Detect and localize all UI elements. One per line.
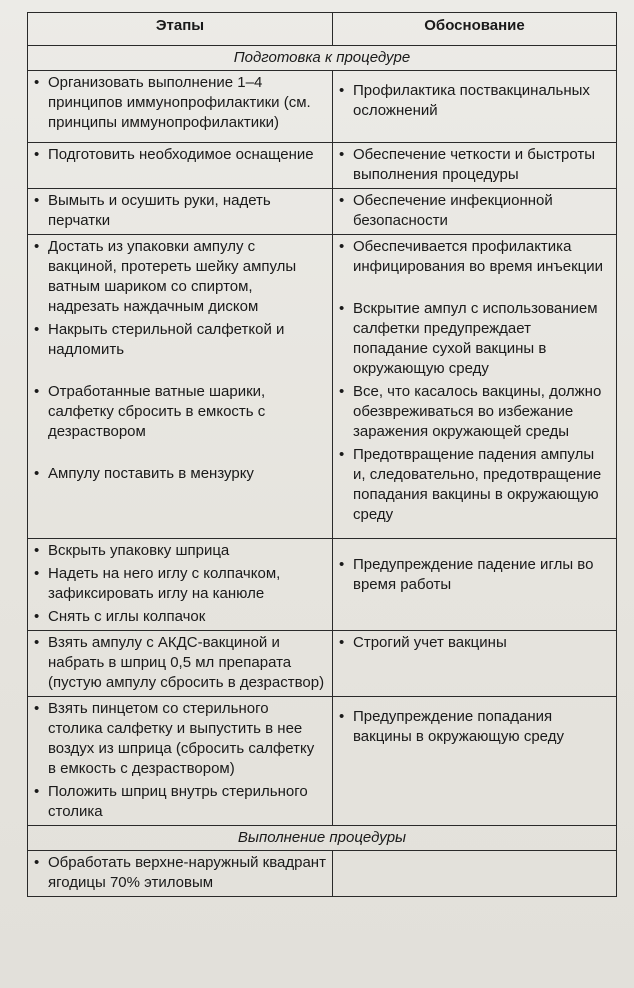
reason-cell [333, 235, 617, 539]
steps-cell [28, 539, 333, 631]
bullet: • [34, 854, 40, 871]
list-item [36, 607, 326, 627]
bullet: • [34, 700, 40, 717]
bullet: • [339, 634, 345, 651]
bullet: • [339, 146, 345, 163]
bullet: • [339, 192, 345, 209]
bullet: • [339, 383, 345, 400]
steps-cell [28, 71, 333, 143]
section-title-preparation: Подготовка к процедуре [28, 46, 617, 71]
steps-cell [28, 851, 333, 897]
reason-cell [333, 143, 617, 189]
list-item [341, 707, 610, 747]
reason-text: Все, что касалось вакцины, должно обезвреживаться во избежание заражения окружающей среды [353, 383, 602, 440]
reason-cell [333, 851, 617, 897]
reason-text: Обеспечивается профилактика инфицирования во время инъекции [353, 238, 603, 275]
table-row [28, 697, 617, 826]
table-row [28, 851, 617, 897]
bullet: • [339, 82, 345, 99]
reason-cell [333, 71, 617, 143]
list-item [36, 145, 326, 165]
procedure-table [27, 12, 617, 897]
bullet: • [34, 192, 40, 209]
bullet: • [339, 708, 345, 725]
list-item [36, 464, 326, 484]
list-item [341, 299, 610, 379]
bullet: • [34, 383, 40, 400]
list-item [36, 320, 326, 360]
reason-cell [333, 539, 617, 631]
step-text: Взять пинцетом со стерильного столика салфетку и выпустить в нее воздух из шприца (сбросить салфетку в емкость с дезраствором) [48, 700, 315, 777]
reason-cell [333, 189, 617, 235]
step-text: Отработанные ватные шарики, салфетку сбросить в емкость с дезраствором [48, 383, 266, 440]
bullet: • [34, 146, 40, 163]
bullet: • [34, 238, 40, 255]
list-item [36, 633, 326, 693]
table-row [28, 143, 617, 189]
reason-text: Строгий учет вакцины [353, 634, 507, 651]
step-text: Обработать верхне-наружный квадрант ягодицы 70% этиловым [48, 854, 326, 891]
step-text: Организовать выполнение 1–4 принципов иммунопрофилактики (см. принципы иммунопрофилактики) [48, 74, 311, 131]
step-text: Снять с иглы колпачок [48, 608, 206, 625]
list-item [341, 237, 610, 277]
table-row [28, 189, 617, 235]
reason-cell [333, 631, 617, 697]
list-item [341, 81, 610, 121]
step-text: Накрыть стерильной салфеткой и надломить [48, 321, 285, 358]
step-text: Вскрыть упаковку шприца [48, 542, 230, 559]
bullet: • [34, 565, 40, 582]
reason-text: Профилактика поствакцинальных осложнений [353, 82, 590, 119]
list-item [36, 541, 326, 561]
list-item [36, 782, 326, 822]
list-item [36, 382, 326, 442]
step-text: Ампулу поставить в мензурку [48, 465, 254, 482]
reason-text: Обеспечение инфекционной безопасности [353, 192, 553, 229]
steps-cell [28, 235, 333, 539]
list-item [36, 191, 326, 231]
bullet: • [34, 465, 40, 482]
bullet: • [34, 634, 40, 651]
reason-text: Вскрытие ампул с использованием салфетки предупреждает попадание сухой вакцины в окружающую среду [353, 300, 598, 377]
list-item [341, 633, 610, 653]
column-header-steps: Этапы [28, 13, 333, 46]
step-text: Вымыть и осушить руки, надеть перчатки [48, 192, 271, 229]
section-title-execution: Выполнение процедуры [28, 826, 617, 851]
bullet: • [339, 556, 345, 573]
list-item [341, 191, 610, 231]
steps-cell [28, 189, 333, 235]
list-item [36, 699, 326, 779]
section-row [28, 46, 617, 71]
bullet: • [34, 321, 40, 338]
header-row [28, 13, 617, 46]
list-item [341, 555, 610, 595]
list-item [341, 145, 610, 185]
bullet: • [34, 783, 40, 800]
reason-text: Предупреждение падение иглы во время работы [353, 556, 594, 593]
step-text: Надеть на него иглу с колпачком, зафиксировать иглу на канюле [48, 565, 281, 602]
steps-cell [28, 631, 333, 697]
list-item [341, 445, 610, 525]
reason-text: Обеспечение четкости и быстроты выполнения процедуры [353, 146, 596, 183]
steps-cell [28, 697, 333, 826]
step-text: Положить шприц внутрь стерильного столика [48, 783, 308, 820]
reason-text: Предупреждение попадания вакцины в окружающую среду [353, 708, 564, 745]
bullet: • [339, 238, 345, 255]
column-header-rationale: Обоснование [333, 13, 617, 46]
list-item [341, 382, 610, 442]
reason-cell [333, 697, 617, 826]
list-item [36, 73, 326, 133]
list-item [36, 237, 326, 317]
step-text: Подготовить необходимое оснащение [48, 146, 314, 163]
table-row [28, 71, 617, 143]
bullet: • [34, 608, 40, 625]
step-text: Взять ампулу с АКДС-вакциной и набрать в шприц 0,5 мл препарата (пустую ампулу сбросить в дезраствор) [48, 634, 325, 691]
step-text: Достать из упаковки ампулу с вакциной, протереть шейку ампулы ватным шариком со спиртом, надрезать наждачным диском [48, 238, 297, 315]
list-item [36, 564, 326, 604]
reason-text: Предотвращение падения ампулы и, следовательно, предотвращение попадания вакцины в окружающую среду [353, 446, 602, 523]
list-item [36, 853, 326, 893]
steps-cell [28, 143, 333, 189]
bullet: • [34, 542, 40, 559]
bullet: • [34, 74, 40, 91]
section-row [28, 826, 617, 851]
table-row [28, 631, 617, 697]
table-row [28, 539, 617, 631]
table-row [28, 235, 617, 539]
bullet: • [339, 446, 345, 463]
bullet: • [339, 300, 345, 317]
